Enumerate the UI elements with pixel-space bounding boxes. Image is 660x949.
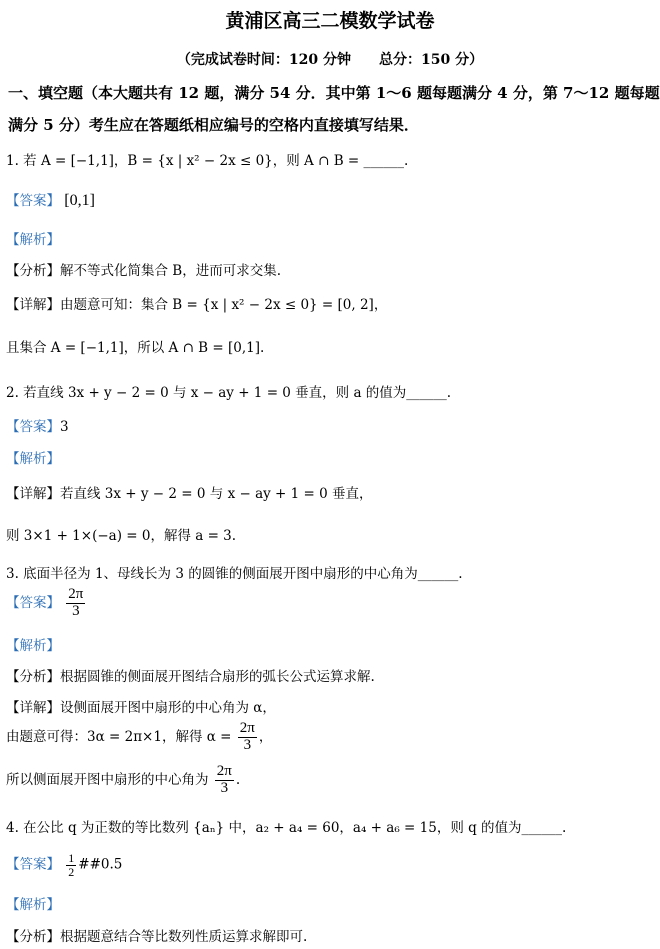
q4-stem: 4. 在公比 q 为正数的等比数列 {aₙ} 中，a₂ + a₄ = 60，a₄ + a₆ = 15，则 q 的值为______. — [6, 820, 567, 836]
q3-detail2-fraction — [238, 721, 257, 754]
q3-detail3-fraction — [215, 764, 234, 797]
q4-fenxi: 根据题意结合等比数列性质运算求解即可. — [60, 929, 308, 945]
q3-detail2-numerator: 2π — [239, 720, 255, 736]
q1-fenxi: 解不等式化简集合 B，进而可求交集. — [60, 263, 282, 279]
q3-answer-denominator: 3 — [72, 602, 80, 619]
q2-detail: 若直线 3x + y − 2 = 0 与 x − ay + 1 = 0 垂直， — [60, 486, 373, 502]
q1-detail-row — [6, 293, 387, 313]
q1-answer-row — [6, 189, 95, 210]
detail-tag: 【详解】 — [6, 700, 60, 716]
q3-detail3-text: 所以侧面展开图中扇形的中心角为 — [6, 771, 209, 788]
section-heading-line1: 一、填空题（本大题共有 12 题，满分 54 分．其中第 1～6 题每题满分 4 分，第 7～12 题每题 — [8, 84, 660, 102]
q3-detail2-row — [6, 721, 272, 754]
q2-answer-row — [6, 415, 69, 435]
answer-tag: 【答案】 — [6, 193, 60, 209]
analysis-tag: 【解析】 — [6, 897, 60, 913]
q3-detail3-denominator: 3 — [220, 779, 229, 796]
q3-detail-row — [6, 696, 276, 716]
page-subtitle: （完成试卷时间：120 分钟 总分：150 分） — [176, 52, 484, 68]
answer-tag: 【答案】 — [6, 594, 60, 611]
q1-fenxi-row — [6, 259, 281, 279]
q1-detail2: 且集合 A = [−1,1]，所以 A ∩ B = [0,1]. — [6, 340, 265, 356]
q2-answer: 3 — [60, 419, 69, 435]
q3-fenxi-row — [6, 665, 375, 685]
fenxi-tag: 【分析】 — [6, 669, 60, 685]
q4-answer-post: ##0.5 — [78, 856, 123, 873]
q3-detail3-numerator: 2π — [216, 763, 232, 779]
q4-answer-fraction — [66, 852, 76, 878]
q1-detail: 由题意可知：集合 B = {x | x² − 2x ≤ 0} = [0, 2]， — [60, 297, 388, 313]
q3-stem: 3. 底面半径为 1、母线长为 3 的圆锥的侧面展开图中扇形的中心角为______. — [6, 566, 463, 582]
q3-detail3-post: . — [235, 771, 241, 788]
q3-fenxi: 根据圆锥的侧面展开图结合扇形的弧长公式运算求解. — [60, 669, 375, 685]
q1-answer: [0,1] — [64, 192, 95, 209]
analysis-tag: 【解析】 — [6, 451, 60, 467]
answer-tag: 【答案】 — [6, 419, 60, 435]
q3-answer-numerator: 2π — [68, 586, 84, 602]
q4-fenxi-row — [6, 925, 307, 945]
fenxi-tag: 【分析】 — [6, 263, 60, 279]
q3-detail3-row — [6, 764, 240, 797]
q3-detail: 设侧面展开图中扇形的中心角为 α， — [60, 700, 276, 716]
detail-tag: 【详解】 — [6, 486, 60, 502]
q4-answer-row — [6, 852, 122, 878]
answer-tag: 【答案】 — [6, 856, 60, 873]
section-heading-line2: 满分 5 分）考生应在答题纸相应编号的空格内直接填写结果． — [8, 116, 419, 134]
analysis-tag: 【解析】 — [6, 638, 60, 654]
q3-detail2-text: 由题意可得：3α = 2π×1，解得 α = — [6, 728, 232, 745]
q4-answer-denominator: 2 — [68, 864, 75, 879]
q1-stem: 1. 若 A = [−1,1]，B = {x | x² − 2x ≤ 0}，则 A ∩ B = ______. — [6, 153, 409, 169]
q3-answer-row — [6, 587, 87, 620]
analysis-tag: 【解析】 — [6, 232, 60, 248]
q3-detail2-post: ， — [258, 728, 273, 745]
fenxi-tag: 【分析】 — [6, 929, 60, 945]
page-title: 黄浦区高三二模数学试卷 — [225, 10, 435, 32]
q2-stem: 2. 若直线 3x + y − 2 = 0 与 x − ay + 1 = 0 垂直，则 a 的值为______. — [6, 385, 452, 401]
q3-detail2-denominator: 3 — [243, 736, 252, 753]
q2-detail-row — [6, 482, 373, 502]
q2-detail2: 则 3×1 + 1×(−a) = 0，解得 a = 3. — [6, 528, 237, 544]
q4-answer-numerator: 1 — [68, 851, 75, 865]
detail-tag: 【详解】 — [6, 297, 60, 313]
q3-answer-fraction — [66, 587, 85, 620]
